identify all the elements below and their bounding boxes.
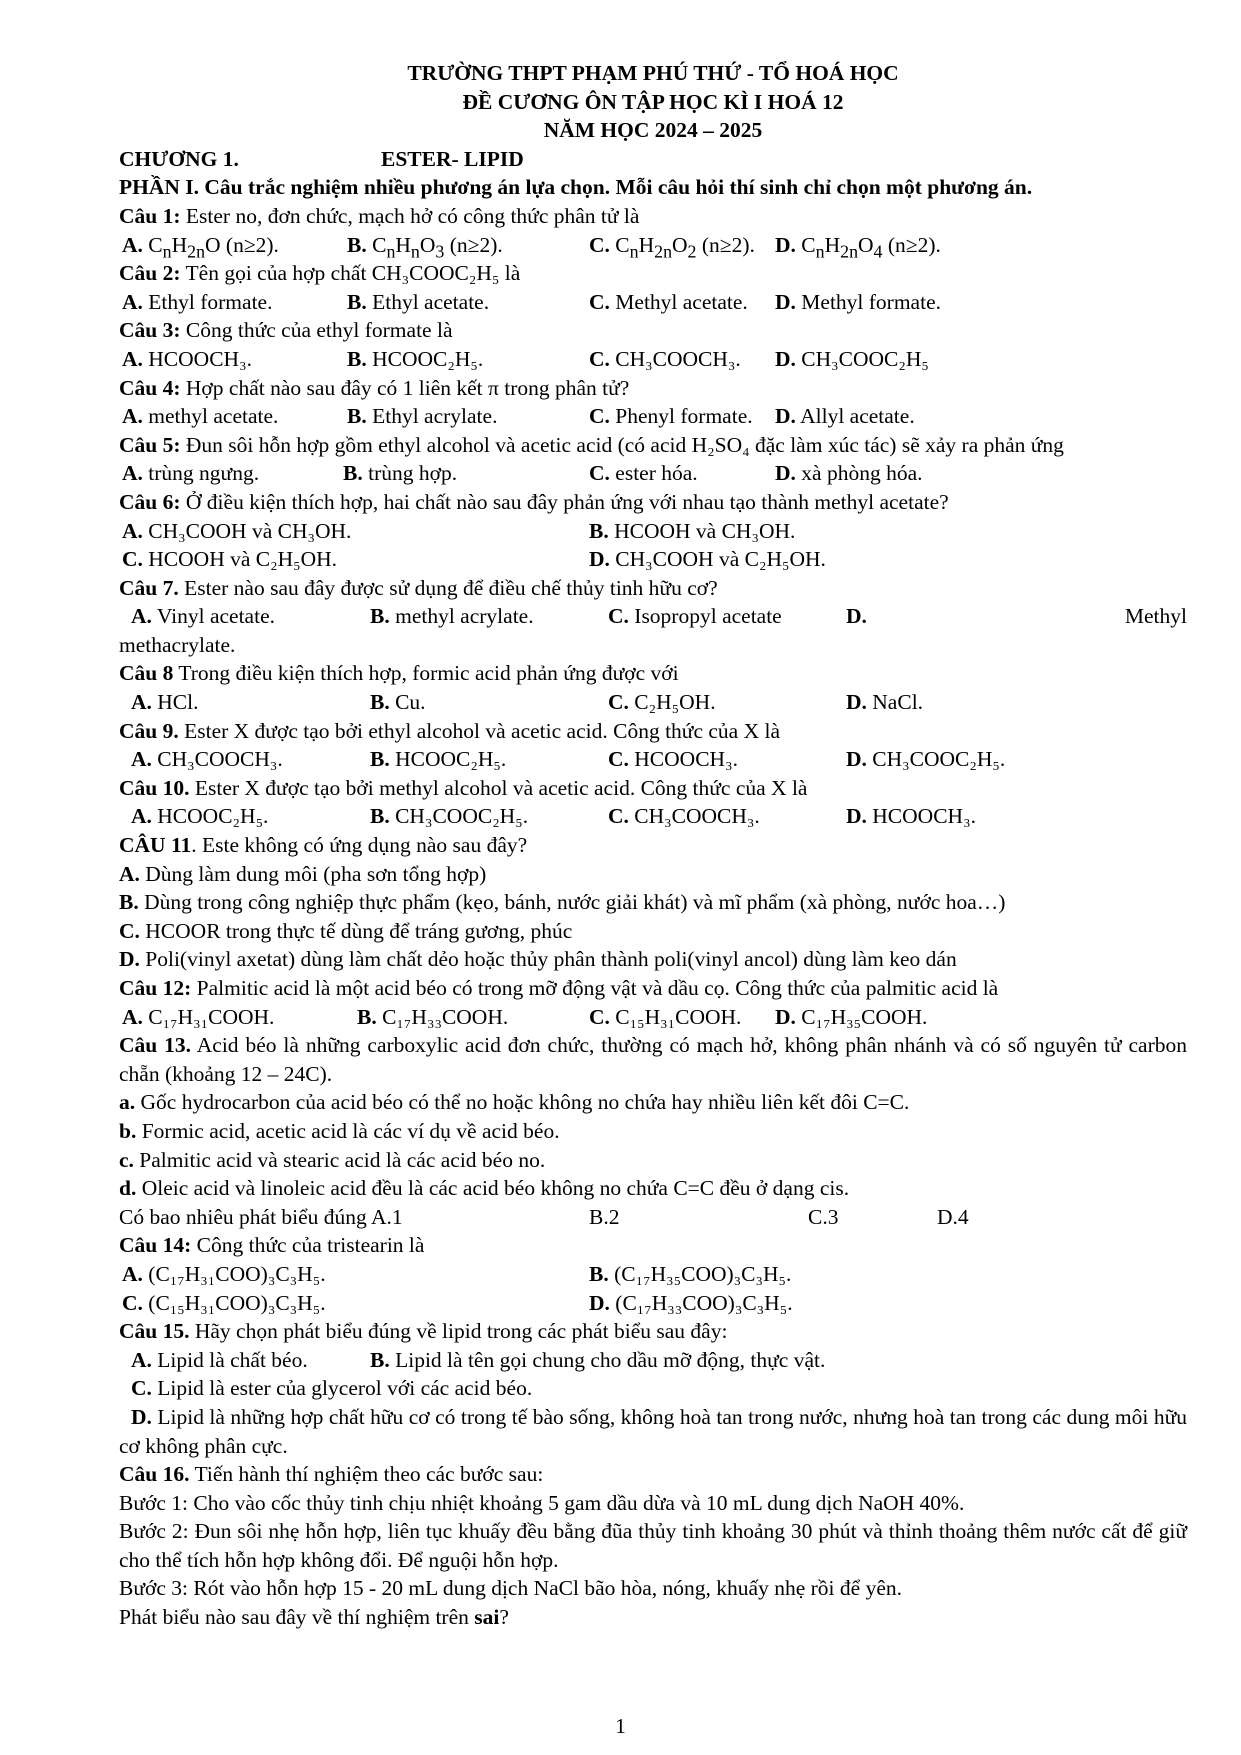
option-b: B. (C₁₇H₃₅COO)₃C₃H₅.: [589, 1261, 792, 1286]
option-b: B. CH₃COOC₂H₅.: [370, 804, 529, 829]
option-c: C. HCOOCH₃.: [608, 747, 738, 772]
school-heading: TRƯỜNG THPT PHẠM PHÚ THỨ - TỔ HOÁ HỌC: [407, 61, 899, 85]
statement: b. Formic acid, acetic acid là các ví dụ về acid béo.: [119, 1118, 560, 1143]
chapter-title: ESTER- LIPID: [381, 146, 524, 171]
option-c: C. C₁₅H₃₁COOH.: [589, 1004, 742, 1029]
option-b: B. Ethyl acetate.: [347, 289, 490, 314]
option-row: [119, 345, 1187, 374]
option-row: [119, 802, 1187, 831]
option-c: C. Methyl acetate.: [589, 289, 748, 314]
choice-d: D.4: [937, 1204, 969, 1229]
option-a: A. methyl acetate.: [122, 404, 279, 429]
option-row: [119, 602, 1187, 631]
option-c: C. CH₃COOCH₃.: [608, 804, 760, 829]
option-a: A. CH₃COOH và CH₃OH.: [122, 518, 352, 543]
procedure-step: Bước 3: Rót vào hỗn hợp 15 - 20 mL dung dịch NaCl bão hòa, nóng, khuấy nhẹ rồi để yên.: [119, 1576, 902, 1601]
statement: c. Palmitic acid và stearic acid là các acid béo no.: [119, 1147, 546, 1172]
question-stem: Câu 12: Palmitic acid là một acid béo có trong mỡ động vật và dầu cọ. Công thức của palmitic acid là: [119, 976, 999, 1000]
chapter-line: [119, 145, 1187, 174]
option-b: B. C₁₇H₃₃COOH.: [357, 1004, 509, 1029]
question-stem: Câu 14: Công thức của tristearin là: [119, 1233, 425, 1258]
choice-b: B.2: [589, 1204, 620, 1229]
option-d: D. $C_nH_{2n}O_4$ (n≥2).: [775, 232, 941, 261]
option-row: [119, 1346, 1187, 1375]
option-d: D. xà phòng hóa.: [775, 461, 923, 486]
option-c: C. (C₁₅H₃₁COO)₃C₃H₅.: [122, 1290, 326, 1315]
option-continuation: methacrylate.: [119, 632, 236, 657]
option-a: A. C₁₇H₃₁COOH.: [122, 1004, 275, 1029]
option-d: D. CH₃COOC₂H₅.: [846, 747, 1006, 772]
statement: A. Dùng làm dung môi (pha sơn tổng hợp): [119, 861, 487, 886]
option-row: [119, 459, 1187, 488]
option-row: [119, 1003, 1187, 1032]
question-stem: Câu 13. Acid béo là những carboxylic acid đơn chức, thường có mạch hở, không phân nhánh và có số nguyên tử carbon chẵn (khoảng 12 – 24C).: [119, 1033, 1188, 1086]
question-stem: Câu 16. Tiến hành thí nghiệm theo các bước sau:: [119, 1462, 544, 1487]
chapter-label: CHƯƠNG 1.: [119, 146, 239, 171]
option-a: A. HCOOCH₃.: [122, 346, 252, 371]
option-a: A. HCOOC₂H₅.: [131, 804, 269, 829]
option-b: B. HCOOC₂H₅.: [347, 346, 484, 371]
option-row: [119, 688, 1187, 717]
statement: C. HCOOR trong thực tế dùng để tráng gương, phúc: [119, 918, 573, 943]
statement: D. Poli(vinyl axetat) dùng làm chất dẻo hoặc thủy phân thành poli(vinyl ancol) dùng làm keo dán: [119, 947, 957, 972]
question-text: Ester no, đơn chức, mạch hở có công thức phân tử là: [180, 203, 640, 228]
option-c: C. Lipid là ester của glycerol với các acid béo.: [131, 1376, 533, 1401]
question-stem: Câu 9. Ester X được tạo bởi ethyl alcohol và acetic acid. Công thức của X là: [119, 718, 780, 743]
option-row: [119, 1289, 1187, 1318]
count-question: Có bao nhiêu phát biểu đúng A.1: [119, 1204, 403, 1229]
statement: d. Oleic acid và linoleic acid đều là các acid béo không no chứa C=C đều ở dạng cis.: [119, 1176, 850, 1201]
option-d: D. Allyl acetate.: [775, 404, 915, 429]
option-b: B. Ethyl acrylate.: [347, 404, 498, 429]
option-b: B. $C_nH_nO_3$ (n≥2).: [347, 232, 503, 261]
question-stem: Câu 3: Công thức của ethyl formate là: [119, 318, 453, 343]
document-content: [119, 59, 1187, 1632]
option-a: A. CH₃COOCH₃.: [131, 747, 283, 772]
school-year-heading: NĂM HỌC 2024 – 2025: [543, 118, 763, 143]
option-d-text: Methyl: [1124, 604, 1187, 629]
option-b: B. Cu.: [370, 690, 426, 715]
question-stem: Câu 15. Hãy chọn phát biểu đúng về lipid trong các phát biểu sau đây:: [119, 1319, 728, 1344]
procedure-step: Bước 2: Đun sôi nhẹ hỗn hợp, liên tục khuấy đều bằng đũa thủy tinh khoảng 30 phút và thỉnh thoảng thêm nước cất để giữ cho thể tích hỗn hợp không đổi. Để nguội hỗn hợp.: [119, 1519, 1187, 1572]
option-row: [119, 1374, 1187, 1403]
answer-choice-row: [119, 1203, 1187, 1232]
statement: B. Dùng trong công nghiệp thực phẩm (kẹo, bánh, nước giải khát) và mĩ phẩm (xà phòng, nước hoa…): [119, 890, 1006, 915]
option-d: D. HCOOCH₃.: [846, 804, 976, 829]
question-stem: Câu 8 Trong điều kiện thích hợp, formic acid phản ứng được với: [119, 661, 679, 686]
question-stem: Câu 6: Ở điều kiện thích hợp, hai chất nào sau đây phản ứng với nhau tạo thành methyl acetate?: [119, 489, 949, 514]
procedure-step: Bước 1: Cho vào cốc thủy tinh chịu nhiệt khoảng 5 gam dầu dừa và 10 mL dung dịch NaOH 40%.: [119, 1490, 965, 1515]
option-row: [119, 402, 1187, 431]
option-c: C. CH₃COOCH₃.: [589, 346, 741, 371]
option-a: A. Lipid là chất béo.: [131, 1347, 308, 1372]
option-row: [119, 545, 1187, 574]
option-c: C. Isopropyl acetate: [608, 604, 782, 629]
question-stem: Câu 4: Hợp chất nào sau đây có 1 liên kết π trong phân tử?: [119, 375, 630, 400]
option-a: A. Vinyl acetate.: [131, 604, 275, 629]
statement: a. Gốc hydrocarbon của acid béo có thể no hoặc không no chứa hay nhiều liên kết đôi C=C.: [119, 1090, 910, 1115]
question-stem: Câu 5: Đun sôi hỗn hợp gồm ethyl alcohol và acetic acid (có acid H₂SO₄ đặc làm xúc tác) sẽ xảy ra phản ứng: [119, 432, 1064, 457]
option-row: [119, 745, 1187, 774]
option-row: [119, 288, 1187, 317]
option-c: C. $C_nH_{2n}O_2$ (n≥2).: [589, 232, 755, 261]
question-stem: Câu 7. Ester nào sau đây được sử dụng để điều chế thủy tinh hữu cơ?: [119, 575, 718, 600]
option-row: [119, 231, 1187, 260]
option-d: D. (C₁₇H₃₃COO)₃C₃H₅.: [589, 1290, 793, 1315]
option-d: D. CH₃COOH và C₂H₅OH.: [589, 547, 826, 572]
option-c: C. ester hóa.: [589, 461, 698, 486]
option-c: C. Phenyl formate.: [589, 404, 753, 429]
option-d: D. Methyl formate.: [775, 289, 941, 314]
option-b: B. HCOOC₂H₅.: [370, 747, 507, 772]
outline-heading: ĐỀ CƯƠNG ÔN TẬP HỌC KÌ I HOÁ 12: [462, 89, 844, 114]
option-row: [119, 1260, 1187, 1289]
option-d: D.: [846, 604, 867, 629]
option-a: A. Ethyl formate.: [122, 289, 273, 314]
option-a: A. HCl.: [131, 690, 199, 715]
option-c: C. C₂H₅OH.: [608, 690, 716, 715]
question-stem: Câu 10. Ester X được tạo bởi methyl alcohol và acetic acid. Công thức của X là: [119, 775, 808, 800]
part-heading: PHẦN I. Câu trắc nghiệm nhiều phương án lựa chọn. Mỗi câu hỏi thí sinh chỉ chọn một phương án.: [119, 175, 1033, 200]
question-stem: [119, 202, 1187, 231]
option-b: B. trùng hợp.: [343, 461, 458, 486]
option-b: B. methyl acrylate.: [370, 604, 534, 629]
option-d: D. NaCl.: [846, 690, 924, 715]
question-label: Câu 1:: [119, 203, 181, 228]
option-d: D. Lipid là những hợp chất hữu cơ có trong tế bào sống, không hoà tan trong nước, nhưng hoà tan trong các dung môi hữu cơ không phân cực.: [119, 1404, 1187, 1458]
option-a: A. trùng ngưng.: [122, 461, 260, 486]
option-a: A. $C_nH_{2n}O$ (n≥2).: [122, 232, 279, 261]
option-b: B. Lipid là tên gọi chung cho dầu mỡ động, thực vật.: [370, 1347, 826, 1372]
option-a: A. (C₁₇H₃₁COO)₃C₃H₅.: [122, 1261, 326, 1286]
question-stem: Câu 2: Tên gọi của hợp chất CH₃COOC₂H₅ là: [119, 261, 521, 286]
question-prompt: Phát biểu nào sau đây về thí nghiệm trên sai?: [119, 1605, 509, 1630]
option-d: D. CH₃COOC₂H₅: [775, 346, 929, 371]
option-d: D. C₁₇H₃₅COOH.: [775, 1004, 928, 1029]
question-stem: CÂU 11. Este không có ứng dụng nào sau đây?: [119, 833, 528, 858]
option-b: B. HCOOH và CH₃OH.: [589, 518, 796, 543]
option-c: C. HCOOH và C₂H₅OH.: [122, 547, 338, 572]
page-number: 1: [615, 1714, 626, 1738]
option-row: [119, 517, 1187, 546]
choice-c: C.3: [808, 1204, 839, 1229]
